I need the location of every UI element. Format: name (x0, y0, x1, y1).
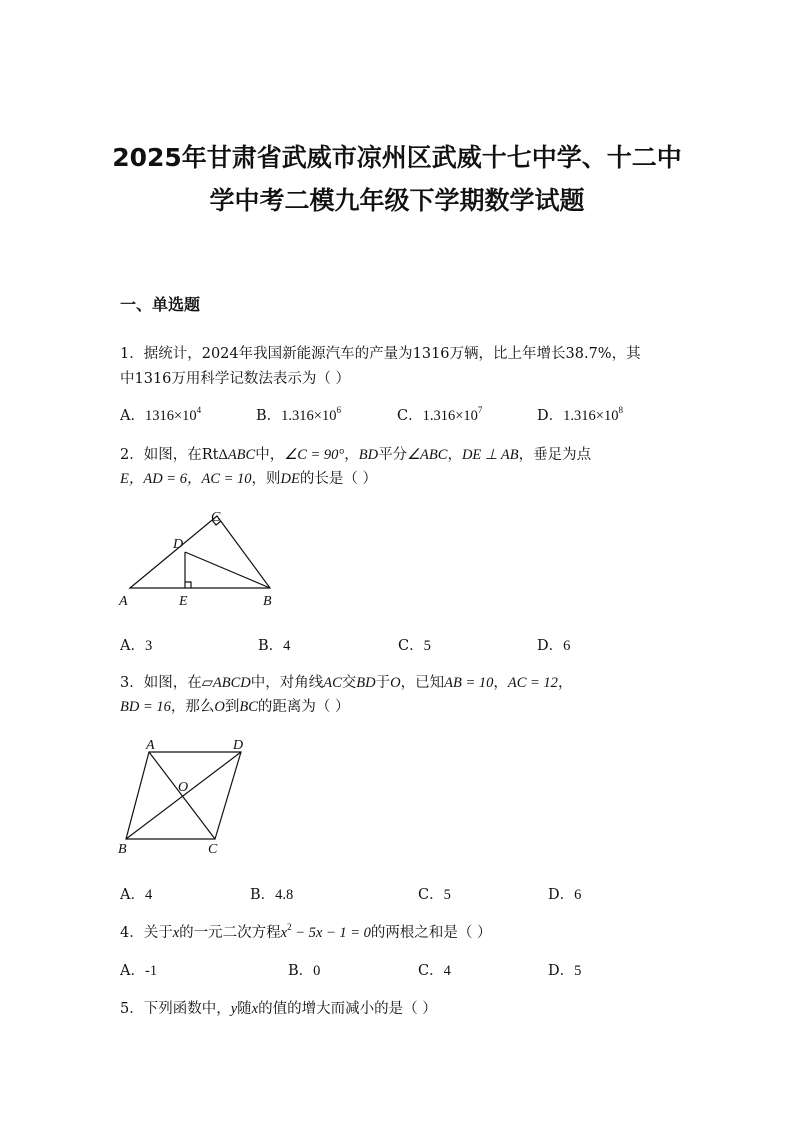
q3-option-a: A．4 (120, 887, 153, 903)
q4-stem: 4．关于x的一元二次方程$x^2 - 5x - 1 = 0$的两根之和是（ ） (120, 922, 492, 941)
q4-option-b: B．0 (288, 963, 321, 979)
q1-option-c: C．$1.316\times 10^7$ (397, 405, 483, 424)
q4-option-c: C．4 (418, 963, 451, 979)
label-b: B (263, 594, 272, 609)
diagonal-ac (149, 752, 215, 839)
q2-triangle-figure (115, 505, 285, 610)
label-d: D (233, 738, 244, 753)
q2-option-c: C．5 (398, 638, 431, 654)
label-c: C (208, 842, 218, 857)
q1-option-b: B．$1.316\times 10^6$ (256, 405, 341, 424)
q4-option-d: D．5 (548, 963, 582, 979)
label-a: A (146, 738, 155, 753)
label-e: E (179, 594, 188, 609)
q3-option-d: D．6 (548, 887, 582, 903)
q3-option-b: B．4.8 (250, 887, 294, 903)
q1-option-a: A．$1316\times 10^4$ (120, 405, 202, 424)
exam-title-line-1: 2025年甘肃省武威市凉州区武威十七中学、十二中 (112, 143, 682, 172)
label-o: O (178, 780, 189, 795)
q2-option-d: D．6 (537, 638, 571, 654)
section-heading: 一、单选题 (120, 295, 201, 314)
label-b: B (118, 842, 127, 857)
q3-parallelogram-figure (112, 733, 257, 858)
label-a: A (119, 594, 128, 609)
diagonal-bd (126, 752, 241, 839)
q2-stem-line-2: E，AD = 6，AC = 10，则DE的长是（ ） (120, 471, 377, 487)
q5-stem: 5．下列函数中，y随x的值的增大而减小的是（ ） (120, 1001, 437, 1017)
label-d: D (173, 537, 184, 552)
right-angle-mark-e (185, 582, 191, 588)
q2-option-b: B．4 (258, 638, 291, 654)
q1-option-d: D．$1.316\times 10^8$ (537, 405, 623, 424)
q3-stem-line-1: 3．如图，在▱ABCD中，对角线AC交BD于O，已知AB = 10，AC = 12， (120, 675, 573, 691)
q2-stem-line-1: 2．如图，在RtΔABC中，∠C = 90°，BD平分∠ABC，DE ⊥ AB，垂足为点 (120, 447, 592, 463)
q1-stem-line-2: 中1316万用科学记数法表示为（ ） (120, 371, 351, 387)
q1-stem-line-1: 1．据统计，2024年我国新能源汽车的产量为1316万辆，比上年增长38.7%，其 (120, 346, 641, 362)
q3-stem-line-2: BD = 16，那么O到BC的距离为（ ） (120, 699, 350, 715)
q4-option-a: A．-1 (120, 963, 158, 979)
exam-title-line-2: 学中考二模九年级下学期数学试题 (209, 186, 585, 215)
q2-option-a: A．3 (120, 638, 153, 654)
label-c: C (211, 510, 221, 525)
triangle-abc (130, 516, 270, 588)
q3-option-c: C．5 (418, 887, 451, 903)
